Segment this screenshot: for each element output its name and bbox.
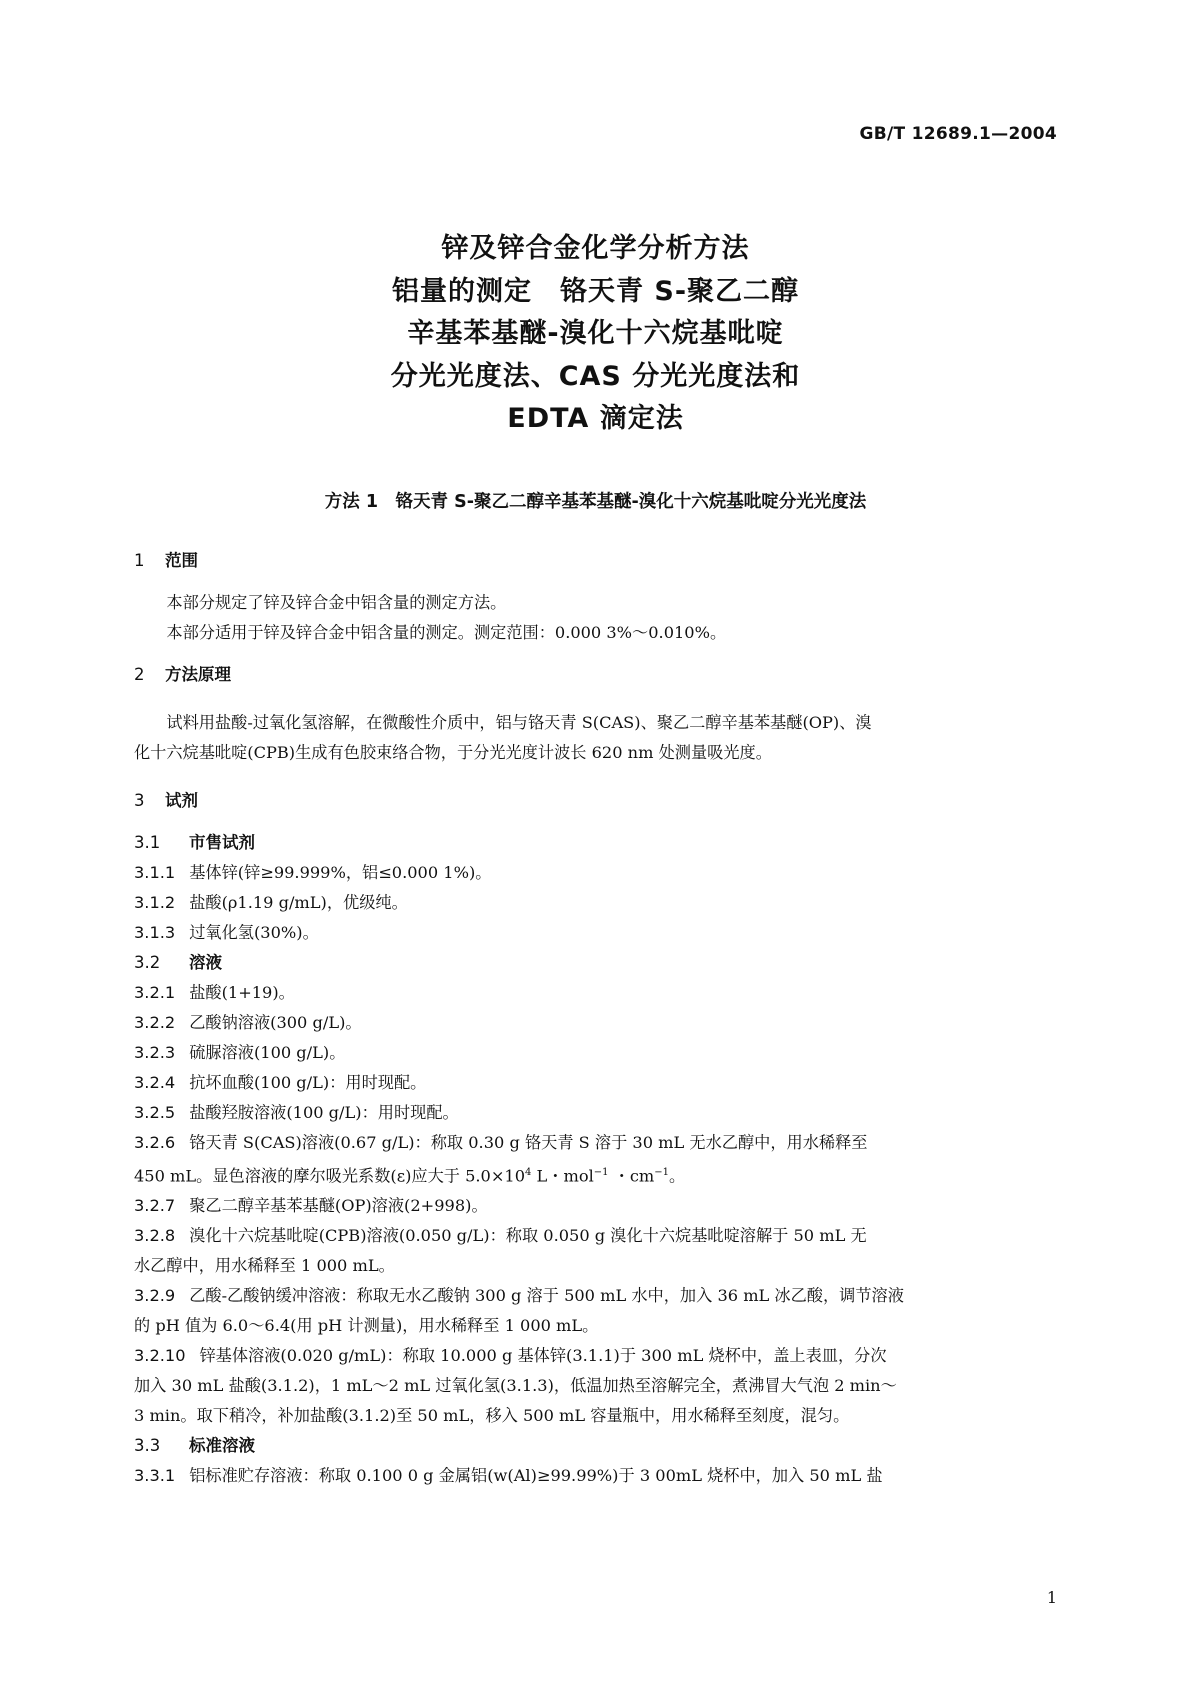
- clause-number: 3.3.1: [134, 1466, 176, 1486]
- clause-number: 3.2.10: [134, 1346, 186, 1366]
- clause-text: 乙酸钠溶液(300 g/L)。: [189, 1013, 362, 1032]
- clause: [134, 858, 1058, 888]
- clause-text: 。: [669, 1166, 686, 1186]
- document-body: [134, 546, 1058, 1491]
- clause: [134, 918, 1058, 948]
- clause-text: 硫脲溶液(100 g/L)。: [189, 1043, 346, 1062]
- section-number: 1: [134, 551, 145, 570]
- clause-number: 3.2.8: [134, 1226, 176, 1246]
- clause-continuation: 3 min。取下稍冷，补加盐酸(3.1.2)至 50 mL，移入 500 mL 容量瓶中，用水稀释至刻度，混匀。: [134, 1406, 850, 1426]
- superscript: −1: [593, 1167, 609, 1178]
- subsection-title: 标准溶液: [189, 1436, 255, 1456]
- clause: [134, 1068, 1058, 1098]
- clause-text: 过氧化氢(30%)。: [189, 923, 319, 942]
- section-title: 试剂: [165, 791, 198, 810]
- clause: [134, 1221, 1058, 1251]
- clause-continuation: 加入 30 mL 盐酸(3.1.2)，1 mL～2 mL 过氧化氢(3.1.3)，低温加热至溶解完全，煮沸冒大气泡 2 min～: [134, 1376, 897, 1396]
- clause-continuation: 的 pH 值为 6.0～6.4(用 pH 计测量)，用水稀释至 1 000 mL。: [134, 1316, 599, 1336]
- subsection-number: 3.2: [134, 953, 161, 972]
- clause-number: 3.2.5: [134, 1103, 176, 1122]
- clause-number: 3.2.3: [134, 1043, 176, 1062]
- subsection-heading: [134, 948, 1058, 978]
- clause: [134, 1341, 1058, 1371]
- superscript: 4: [525, 1167, 532, 1178]
- clause-text: 乙酸-乙酸钠缓冲溶液：称取无水乙酸钠 300 g 溶于 500 mL 水中，加入 36 mL 冰乙酸，调节溶液: [189, 1286, 904, 1306]
- clause: [134, 1098, 1058, 1128]
- clause-text: ・cm: [608, 1166, 655, 1186]
- subsection-number: 3.1: [134, 833, 161, 852]
- document-title: [0, 228, 1191, 441]
- subsection-heading: [134, 1431, 1058, 1461]
- clause: [134, 1008, 1058, 1038]
- clause-number: 3.2.2: [134, 1013, 176, 1032]
- section-title: 范围: [165, 551, 198, 570]
- clause-text: 铬天青 S(CAS)溶液(0.67 g/L)：称取 0.30 g 铬天青 S 溶于 30 mL 无水乙醇中，用水稀释至: [189, 1133, 868, 1152]
- section-heading-scope: [134, 546, 1058, 576]
- clause-text: 铝标准贮存溶液：称取 0.100 0 g 金属铝(w(Al)≥99.99%)于 3 00mL 烧杯中，加入 50 mL 盐: [189, 1466, 883, 1486]
- clause-number: 3.2.7: [134, 1196, 176, 1216]
- paragraph: 本部分适用于锌及锌合金中铝含量的测定。测定范围：0.000 3%～0.010%。: [166, 623, 727, 642]
- subsection-title: 溶液: [189, 953, 222, 972]
- clause: [134, 1281, 1058, 1311]
- title-line: 分光光度法、CAS 分光光度法和: [390, 360, 801, 392]
- method-heading: 方法 1 铬天青 S-聚乙二醇辛基苯基醚-溴化十六烷基吡啶分光光度法: [324, 492, 867, 512]
- section-title: 方法原理: [165, 665, 231, 684]
- section-number: 3: [134, 791, 145, 810]
- clause-continuation: 水乙醇中，用水稀释至 1 000 mL。: [134, 1256, 395, 1276]
- clause-text: 锌基体溶液(0.020 g/mL)：称取 10.000 g 基体锌(3.1.1)于 300 mL 烧杯中，盖上表皿，分次: [199, 1346, 887, 1366]
- clause-number: 3.2.1: [134, 983, 176, 1002]
- clause: [134, 978, 1058, 1008]
- title-line: EDTA 滴定法: [507, 403, 684, 434]
- clause-number: 3.1.1: [134, 863, 176, 882]
- clause-text: 溴化十六烷基吡啶(CPB)溶液(0.050 g/L)：称取 0.050 g 溴化十六烷基吡啶溶解于 50 mL 无: [189, 1226, 867, 1246]
- title-line: 锌及锌合金化学分析方法: [441, 233, 750, 264]
- clause-text: 盐酸(1+19)。: [189, 983, 295, 1002]
- clause-continuation: [134, 1158, 1058, 1191]
- clause-number: 3.1.3: [134, 923, 176, 942]
- paragraph: 本部分规定了锌及锌合金中铝含量的测定方法。: [166, 593, 507, 612]
- page-number: 1: [1046, 1588, 1057, 1607]
- title-line: 辛基苯基醚-溴化十六烷基吡啶: [407, 318, 784, 349]
- clause: [134, 1191, 1058, 1221]
- clause-text: 抗坏血酸(100 g/L)：用时现配。: [189, 1073, 427, 1092]
- subsection-heading: [134, 828, 1058, 858]
- clause-number: 3.2.9: [134, 1286, 176, 1306]
- section-number: 2: [134, 665, 145, 684]
- paragraph-continuation: 化十六烷基吡啶(CPB)生成有色胶束络合物，于分光光度计波长 620 nm 处测量吸光度。: [134, 743, 772, 762]
- clause-number: 3.1.2: [134, 893, 176, 912]
- clause-text: L・mol: [531, 1166, 594, 1186]
- superscript: −1: [654, 1167, 670, 1178]
- clause-number: 3.2.6: [134, 1133, 176, 1152]
- clause: [134, 1038, 1058, 1068]
- clause-text: 盐酸(ρ1.19 g/mL)，优级纯。: [189, 893, 408, 912]
- clause-number: 3.2.4: [134, 1073, 176, 1092]
- section-heading-reagents: [134, 786, 1058, 816]
- clause: [134, 1461, 1058, 1491]
- subsection-title: 市售试剂: [189, 833, 255, 852]
- clause-text: 聚乙二醇辛基苯基醚(OP)溶液(2+998)。: [189, 1196, 488, 1216]
- title-line: 铝量的测定 铬天青 S-聚乙二醇: [391, 275, 800, 307]
- clause-text: 基体锌(锌≥99.999%，铝≤0.000 1%)。: [189, 863, 492, 882]
- subsection-number: 3.3: [134, 1436, 161, 1456]
- clause-text: 450 mL。显色溶液的摩尔吸光系数(ε)应大于 5.0×10: [134, 1166, 526, 1186]
- standard-number: GB/T 12689.1—2004: [859, 124, 1057, 144]
- clause: [134, 888, 1058, 918]
- paragraph: 试料用盐酸-过氧化氢溶解，在微酸性介质中，铝与铬天青 S(CAS)、聚乙二醇辛基苯基醚(OP)、溴: [166, 713, 872, 732]
- section-heading-principle: [134, 660, 1058, 690]
- clause: [134, 1128, 1058, 1158]
- clause-text: 盐酸羟胺溶液(100 g/L)：用时现配。: [189, 1103, 459, 1122]
